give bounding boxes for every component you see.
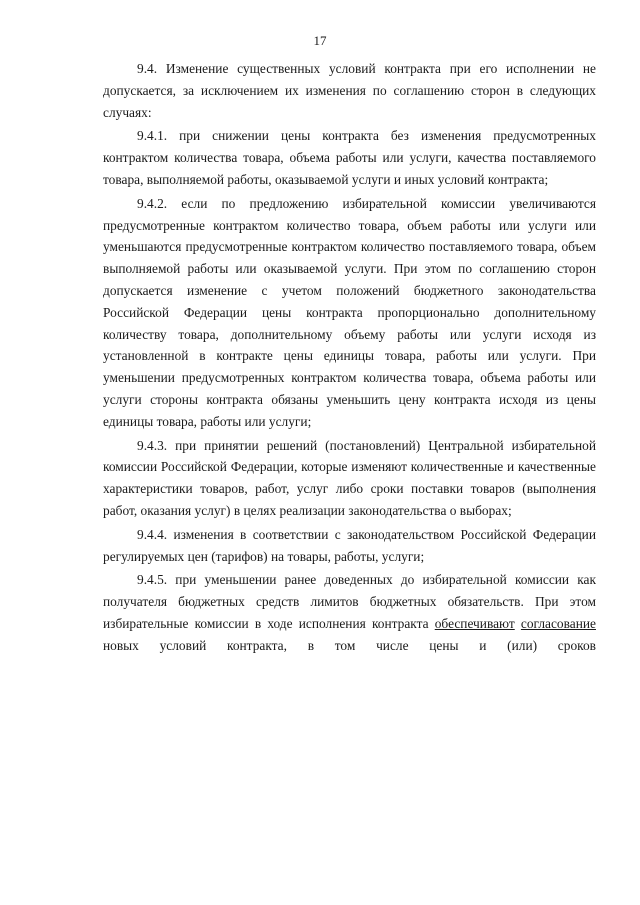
paragraph-9-4-4: 9.4.4. изменения в соответствии с законодательством Российской Федерации регулируемых цен (тарифов) на товары, работы, услуги; <box>103 526 596 564</box>
underlined-word-ensure: обеспечивают <box>434 615 515 631</box>
paragraph-9-4: 9.4. Изменение существенных условий контракта при его исполнении не допускается, за исключением их изменения по соглашению сторон в следующих случаях: <box>103 61 596 120</box>
underlined-word-approval: согласование <box>520 615 596 631</box>
paragraph-9-4-1: 9.4.1. при снижении цены контракта без изменения предусмотренных контрактом количества товара, объема работы или услуги, качества поставляемого товара, выполняемой работы, оказываемой услуги и иных условий контракта; <box>103 128 596 187</box>
document-body <box>103 58 596 659</box>
paragraph-9-4-5-tail: новых условий контракта, в том числе цены и (или) сроков <box>103 637 596 653</box>
paragraph-9-4-3: 9.4.3. при принятии решений (постановлений) Центральной избирательной комиссии Российской Федерации, которые изменяют количественные и качественные характеристики товаров, работ, услуг либо сроки поставки товаров (выполнения работ, оказания услуг) в целях реализации законодательства о выборах; <box>103 437 596 518</box>
paragraph-9-4-2: 9.4.2. если по предложению избирательной комиссии увеличиваются предусмотренные контрактом количество товара, объем работы или услуги или уменьшаются предусмотренные контрактом количество поставляемого товара, объем выполняемой работы или оказываемой услуги. При этом по соглашению сторон допускается изменение с учетом положений бюджетного законодательства Российской Федерации цены контракта пропорционально дополнительному количеству товара, дополнительному объему работы или услуги исходя из установленной в контракте цены единицы товара, работы или услуги. При уменьшении предусмотренных контрактом количества товара, объема работы или услуги стороны контракта обязаны уменьшить цену контракта исходя из цены единицы товара, работы или услуги; <box>103 195 596 429</box>
page-number: 17 <box>313 33 327 48</box>
paragraph-9-4-5 <box>103 569 596 656</box>
paragraph-9-4-5-text: 9.4.5. при уменьшении ранее доведенных до избирательной комиссии как получателя бюджетных средств лимитов бюджетных обязательств. При этом избирательные комиссии в ходе исполнения контракта <box>103 572 596 631</box>
